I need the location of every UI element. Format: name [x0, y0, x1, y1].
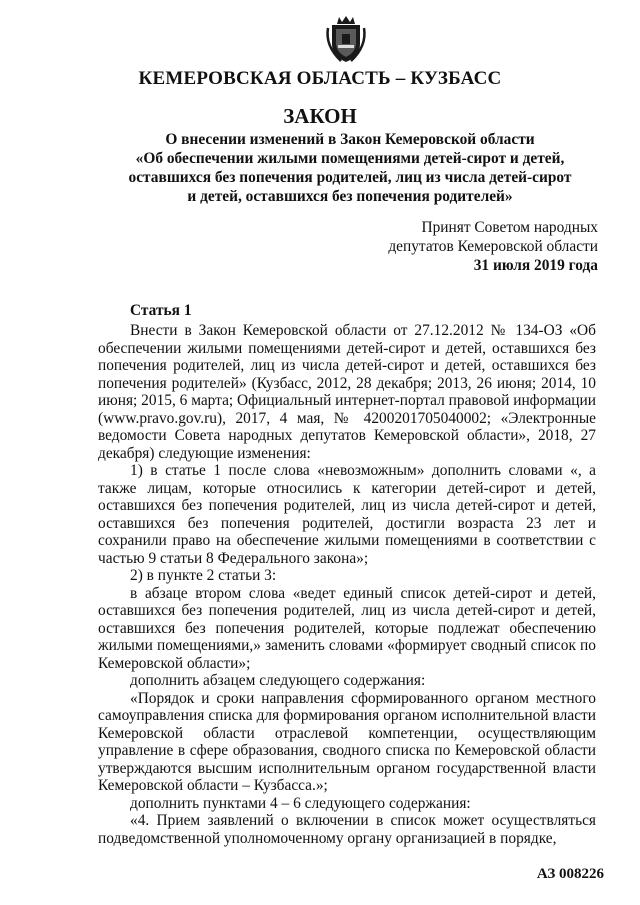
subject-line: «Об обеспечении жилыми помещениями детей-сирот и детей,: [135, 150, 565, 167]
adoption-line: Принят Советом народных: [421, 219, 598, 236]
region-title: КЕМЕРОВСКАЯ ОБЛАСТЬ – КУЗБАСС: [138, 68, 502, 89]
adoption-block: [388, 218, 598, 275]
serial-number: АЗ 008226: [536, 866, 604, 882]
paragraph: дополнить абзацем следующего содержания:: [130, 672, 426, 689]
article-body: [98, 322, 596, 847]
subject-line: О внесении изменений в Закон Кемеровской области: [165, 131, 535, 148]
subject-line: оставшихся без попечения родителей, лиц из числа детей-сирот: [128, 169, 572, 186]
paragraph: 1) в статье 1 после слова «невозможным» дополнить словами «, а также лицам, которые относились к категории детей-сирот и детей, оставшихся без попечения родителей, лиц из числа детей-сирот и детей, оставшихся без попечения родителей, достигли возраста 23 лет и сохранили право на обеспечение жилыми помещениями в соответствии с частью 9 статьи 8 Федерального закона»;: [98, 462, 596, 567]
coat-of-arms-icon: [323, 14, 369, 64]
paragraph: «Порядок и сроки направления сформированного органом местного самоуправления списка для формирования органом исполнительной власти Кемеровской области отраслевой компетенции, осуществляющим управление в сфере образования, сводного списка по Кемеровской области утверждаются высшим исполнительным органом государственной власти Кемеровской области – Кузбасса.»;: [98, 689, 596, 794]
article-heading: Статья 1: [130, 302, 192, 319]
adoption-date: 31 июля 2019 года: [473, 257, 598, 274]
paragraph: 2) в пункте 2 статьи 3:: [130, 567, 277, 584]
paragraph: Внести в Закон Кемеровской области от 27.12.2012 № 134-ОЗ «Об обеспечении жилыми помещениями детей-сирот и детей, оставшихся без попечения родителей, лиц из числа детей-сирот и детей, оставшихся без попечения родителей» (Кузбасс, 2012, 28 декабря; 2013, 26 июня; 2014, 10 июня; 2015, 6 марта; Официальный интернет-портал правовой информации (www.pravo.gov.ru), 2017, 4 мая, № 4200201705040002; «Электронные ведомости Совета народных депутатов Кемеровской области», 2018, 27 декабря) следующие изменения:: [98, 322, 596, 462]
adoption-line: депутатов Кемеровской области: [388, 238, 598, 255]
paragraph: в абзаце втором слова «ведет единый список детей-сирот и детей, оставшихся без попечения родителей, лиц из числа детей-сирот и детей, оставшихся без попечения родителей, которые подлежат обеспечению жилыми помещениями,» заменить словами «формирует сводный список по Кемеровской области»;: [98, 584, 596, 672]
paragraph: «4. Прием заявлений о включении в список может осуществляться подведомственной уполномоченному органу организацией в порядке,: [98, 812, 596, 847]
law-subject: [100, 130, 600, 206]
paragraph: дополнить пунктами 4 – 6 следующего содержания:: [130, 794, 471, 812]
law-title: ЗАКОН: [283, 104, 357, 128]
subject-line: и детей, оставшихся без попечения родителей»: [187, 188, 513, 205]
